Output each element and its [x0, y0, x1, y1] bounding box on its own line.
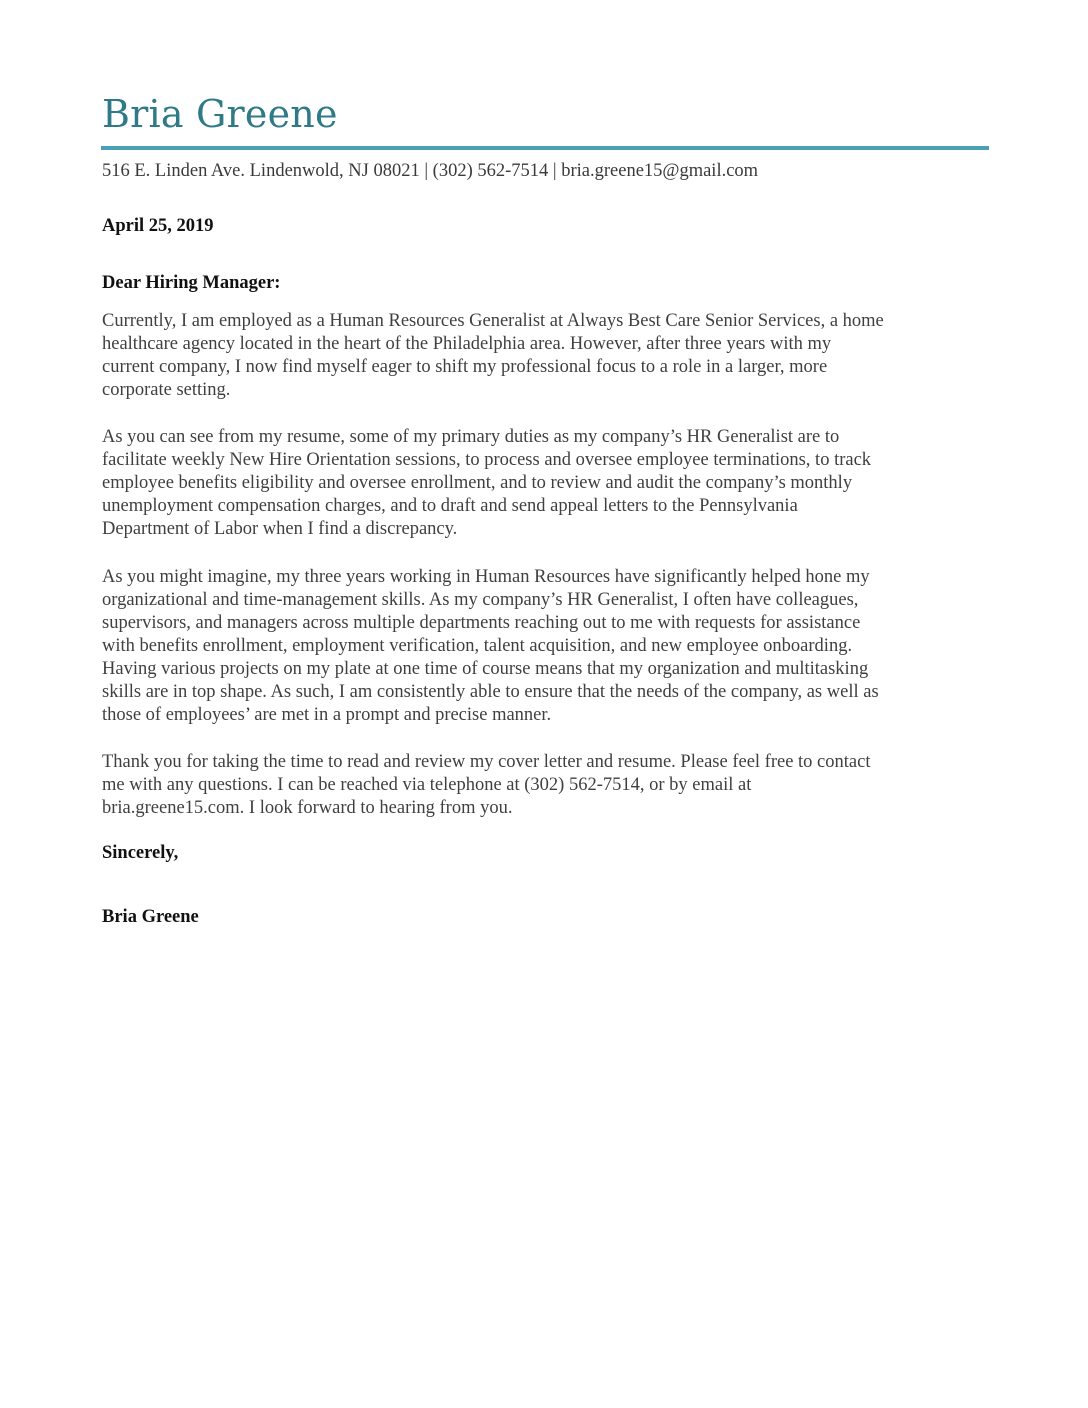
- paragraph-line: healthcare agency located in the heart of the Philadelphia area. However, after three years with my: [102, 334, 832, 354]
- paragraph-line: facilitate weekly New Hire Orientation sessions, to process and oversee employee terminations, to track: [102, 450, 872, 470]
- letter-date: April 25, 2019: [102, 216, 214, 236]
- paragraph-line: unemployment compensation charges, and to draft and send appeal letters to the Pennsylvania: [102, 496, 798, 516]
- paragraph-line: organizational and time-management skills. As my company’s HR Generalist, I often have colleagues,: [102, 590, 859, 610]
- paragraph-2: [102, 426, 982, 541]
- signature: Bria Greene: [102, 907, 199, 927]
- paragraph-line: those of employees’ are met in a prompt and precise manner.: [102, 705, 552, 725]
- paragraph-line: Thank you for taking the time to read and review my cover letter and resume. Please feel free to contact: [102, 752, 871, 772]
- paragraph-line: As you might imagine, my three years working in Human Resources have significantly helped hone my: [102, 567, 870, 587]
- paragraph-line: current company, I now find myself eager to shift my professional focus to a role in a larger, more: [102, 357, 828, 377]
- salutation: Dear Hiring Manager:: [102, 273, 281, 293]
- paragraph-line: skills are in top shape. As such, I am consistently able to ensure that the needs of the company, as well as: [102, 682, 879, 702]
- paragraph-line: supervisors, and managers across multiple departments reaching out to me with requests for assistance: [102, 613, 861, 633]
- header-divider: [101, 146, 989, 150]
- applicant-name: Bria Greene: [102, 92, 338, 136]
- paragraph-line: me with any questions. I can be reached via telephone at (302) 562-7514, or by email at: [102, 775, 752, 795]
- contact-info: 516 E. Linden Ave. Lindenwold, NJ 08021 | (302) 562-7514 | bria.greene15@gmail.com: [102, 161, 759, 181]
- paragraph-4: [102, 751, 982, 820]
- paragraph-line: Having various projects on my plate at one time of course means that my organization and multitasking: [102, 659, 869, 679]
- paragraph-1: [102, 310, 982, 402]
- paragraph-line: Currently, I am employed as a Human Resources Generalist at Always Best Care Senior Services, a home: [102, 311, 884, 331]
- paragraph-3: [102, 566, 982, 727]
- paragraph-line: corporate setting.: [102, 380, 231, 400]
- closing: Sincerely,: [102, 843, 179, 863]
- paragraph-line: employee benefits eligibility and oversee enrollment, and to review and audit the company’s monthly: [102, 473, 853, 493]
- paragraph-line: with benefits enrollment, employment verification, talent acquisition, and new employee onboarding.: [102, 636, 853, 656]
- paragraph-line: As you can see from my resume, some of my primary duties as my company’s HR Generalist are to: [102, 427, 840, 447]
- paragraph-line: bria.greene15.com. I look forward to hearing from you.: [102, 798, 513, 818]
- paragraph-line: Department of Labor when I find a discrepancy.: [102, 519, 458, 539]
